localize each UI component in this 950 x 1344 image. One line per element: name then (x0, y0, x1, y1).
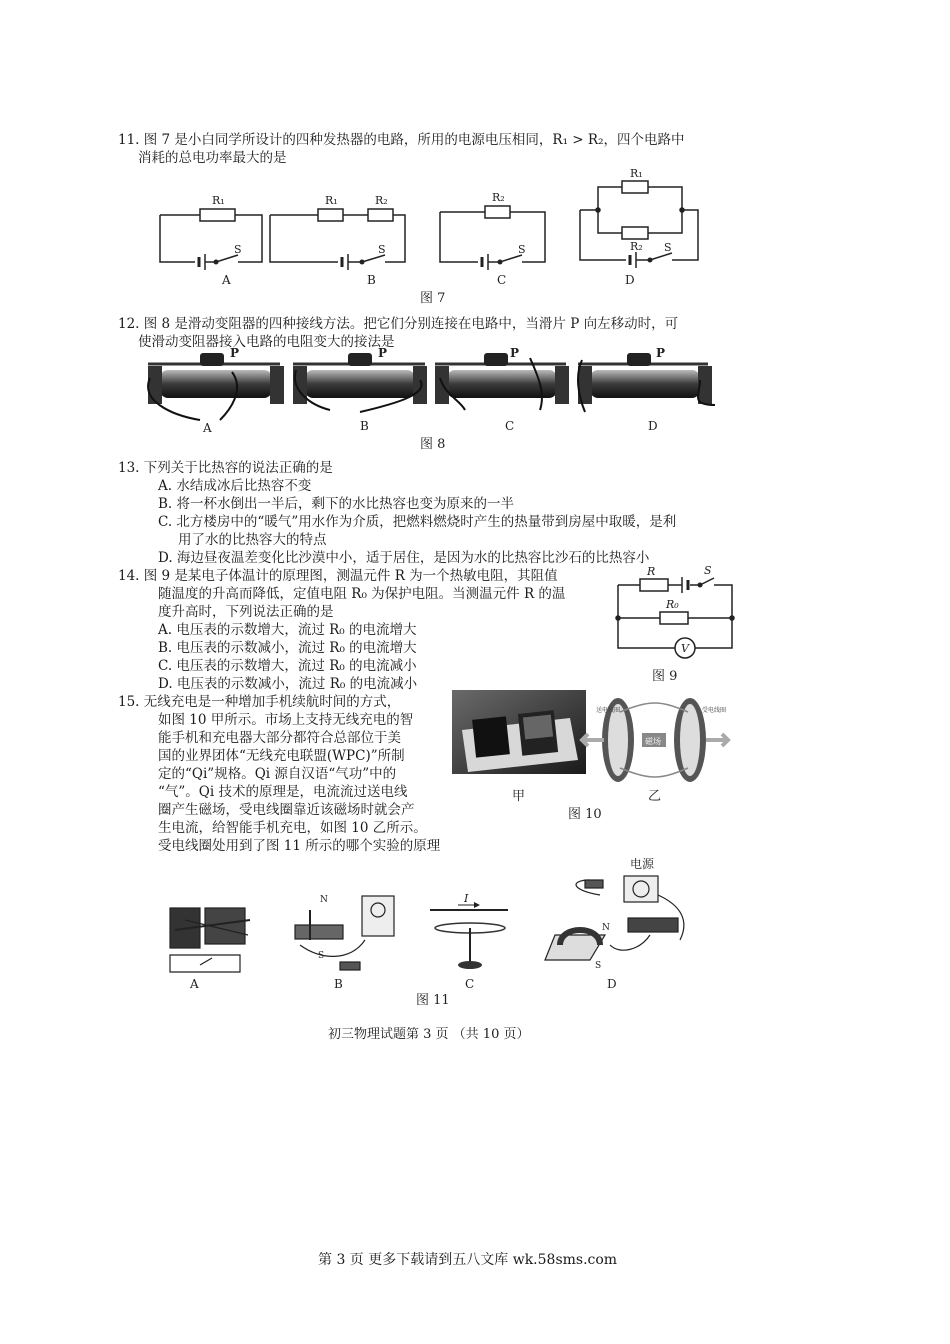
fig10-send-coil-label: 送电线圈 (596, 707, 621, 714)
q15-line3: 能手机和充电器大部分都符合总部位于美 (158, 730, 401, 746)
q15-line1: 15. 无线充电是一种增加手机续航时间的方式， (118, 694, 401, 710)
fig10-left-label: 甲 (512, 789, 526, 804)
page-number-footer: 初三物理试题第 3 页 （共 10 页） (328, 1027, 530, 1042)
download-footer: 第 3 页 更多下载请到五八文库 wk.58sms.com (318, 1252, 618, 1268)
q14-option-b: B. 电压表的示数减小，流过 R₀ 的电流增大 (158, 640, 417, 656)
q14-line3: 度升高时，下列说法正确的是 (158, 604, 334, 620)
q14-option-c: C. 电压表的示数增大，流过 R₀ 的电流减小 (158, 658, 417, 674)
fig11-option-a-label: A (190, 977, 199, 991)
fig11-d-n-label: N (602, 923, 610, 933)
fig11-apparatus-c (430, 902, 508, 969)
fig11-d-s-label: S (595, 961, 602, 971)
fig10-field-label: 磁场 (645, 737, 661, 746)
q12-line1: 12. 图 8 是滑动变阻器的四种接线方法。把它们分别连接在电路中，当滑片 P 向左移动时，可 (118, 316, 679, 332)
q12-option-c-label: C (505, 419, 515, 433)
q11-d-r2-label: R₂ (630, 240, 643, 253)
fig9-voltmeter-label: V (681, 642, 689, 655)
q14-option-d: D. 电压表的示数减小，流过 R₀ 的电流减小 (158, 676, 418, 692)
q11-option-b-label: B (367, 273, 376, 287)
q11-b-r1-label: R₁ (325, 194, 338, 207)
figure-7-caption: 图 7 (420, 291, 446, 306)
fig11-c-current-label: I (464, 892, 469, 905)
q11-c-s-label: S (518, 243, 526, 256)
q12-option-d-label: D (648, 419, 658, 433)
q11-option-d-label: D (625, 273, 635, 287)
fig11-apparatus-a (170, 908, 250, 972)
q14-line2: 随温度的升高而降低，定值电阻 R₀ 为保护电阻。当测温元件 R 的温 (158, 586, 566, 602)
fig10-recv-coil-label: 受电线圈 (702, 707, 727, 714)
q11-c-r2-label: R₂ (492, 191, 505, 204)
q15-line6: “气”。Qi 技术的原理是，电流流过送电线 (158, 784, 408, 800)
q14-option-a: A. 电压表的示数增大，流过 R₀ 的电流增大 (158, 622, 417, 638)
fig9-r-label: R (647, 565, 656, 578)
figure-10-caption: 图 10 (568, 807, 602, 822)
rheostat-c-p-label: P (510, 346, 520, 360)
q13-option-c: C. 北方楼房中的“暖气”用水作为介质，把燃料燃烧时产生的热量带到房屋中取暖，是利 (158, 514, 677, 530)
q11-a-r1-label: R₁ (212, 194, 225, 207)
q15-line2: 如图 10 甲所示。市场上支持无线充电的智 (158, 712, 414, 728)
fig11-option-b-label: B (334, 977, 343, 991)
q11-line2: 消耗的总电功率最大的是 (138, 150, 287, 166)
q11-option-c-label: C (497, 273, 507, 287)
q15-line9: 受电线圈处用到了图 11 所示的哪个实验的原理 (158, 838, 441, 854)
q12-option-b-label: B (360, 419, 369, 433)
fig9-r0-label: R₀ (666, 598, 679, 611)
q13-option-a: A. 水结成冰后比热容不变 (158, 478, 312, 494)
fig10-right-label: 乙 (648, 789, 662, 804)
rheostat-d-p-label: P (656, 346, 666, 360)
q12-line2: 使滑动变阻器接入电路的电阻变大的接法是 (138, 334, 395, 350)
rheostat-b-p-label: P (378, 346, 388, 360)
q11-a-s-label: S (234, 243, 242, 256)
figure-9-caption: 图 9 (652, 669, 678, 684)
q15-line8: 生电流，给智能手机充电，如图 10 乙所示。 (158, 820, 427, 836)
q14-line1: 14. 图 9 是某电子体温计的原理图，测温元件 R 为一个热敏电阻，其阻值 (118, 568, 558, 584)
q12-option-a-label: A (203, 421, 212, 435)
figure-8-caption: 图 8 (420, 437, 446, 452)
q11-d-r1-label: R₁ (630, 167, 643, 180)
fig11-b-s-label: S (318, 951, 325, 961)
fig11-apparatus-d (545, 876, 684, 960)
fig11-option-c-label: C (465, 977, 475, 991)
q11-line1: 11. 图 7 是小白同学所设计的四种发热器的电路，所用的电源电压相同，R₁ > R₂，四个电路中 (118, 132, 685, 148)
q11-b-r2-label: R₂ (375, 194, 388, 207)
q13-option-c-cont: 用了水的比热容大的特点 (178, 532, 327, 548)
q15-line5: 定的“Qi”规格。Qi 源自汉语“气功”中的 (158, 766, 397, 782)
q11-option-a-label: A (222, 273, 231, 287)
figure-11-caption: 图 11 (416, 993, 450, 1008)
fig11-d-power-label: 电源 (630, 857, 655, 871)
fig11-b-n-label: N (320, 895, 328, 905)
q13-option-d: D. 海边昼夜温差变化比沙漠中小，适于居住，是因为水的比热容比沙石的比热容小 (158, 550, 650, 566)
fig9-s-label: S (704, 564, 712, 577)
q15-line7: 圈产生磁场，受电线圈靠近该磁场时就会产 (158, 802, 415, 818)
q11-d-s-label: S (664, 241, 672, 254)
fig11-apparatus-b (295, 896, 394, 970)
rheostat-a-p-label: P (230, 346, 240, 360)
q15-line4: 国的业界团体“无线充电联盟(WPC)”所制 (158, 748, 405, 764)
q13-stem: 13. 下列关于比热容的说法正确的是 (118, 460, 333, 476)
q11-b-s-label: S (378, 243, 386, 256)
q13-option-b: B. 将一杯水倒出一半后，剩下的水比热容也变为原来的一半 (158, 496, 515, 512)
fig11-option-d-label: D (607, 977, 617, 991)
